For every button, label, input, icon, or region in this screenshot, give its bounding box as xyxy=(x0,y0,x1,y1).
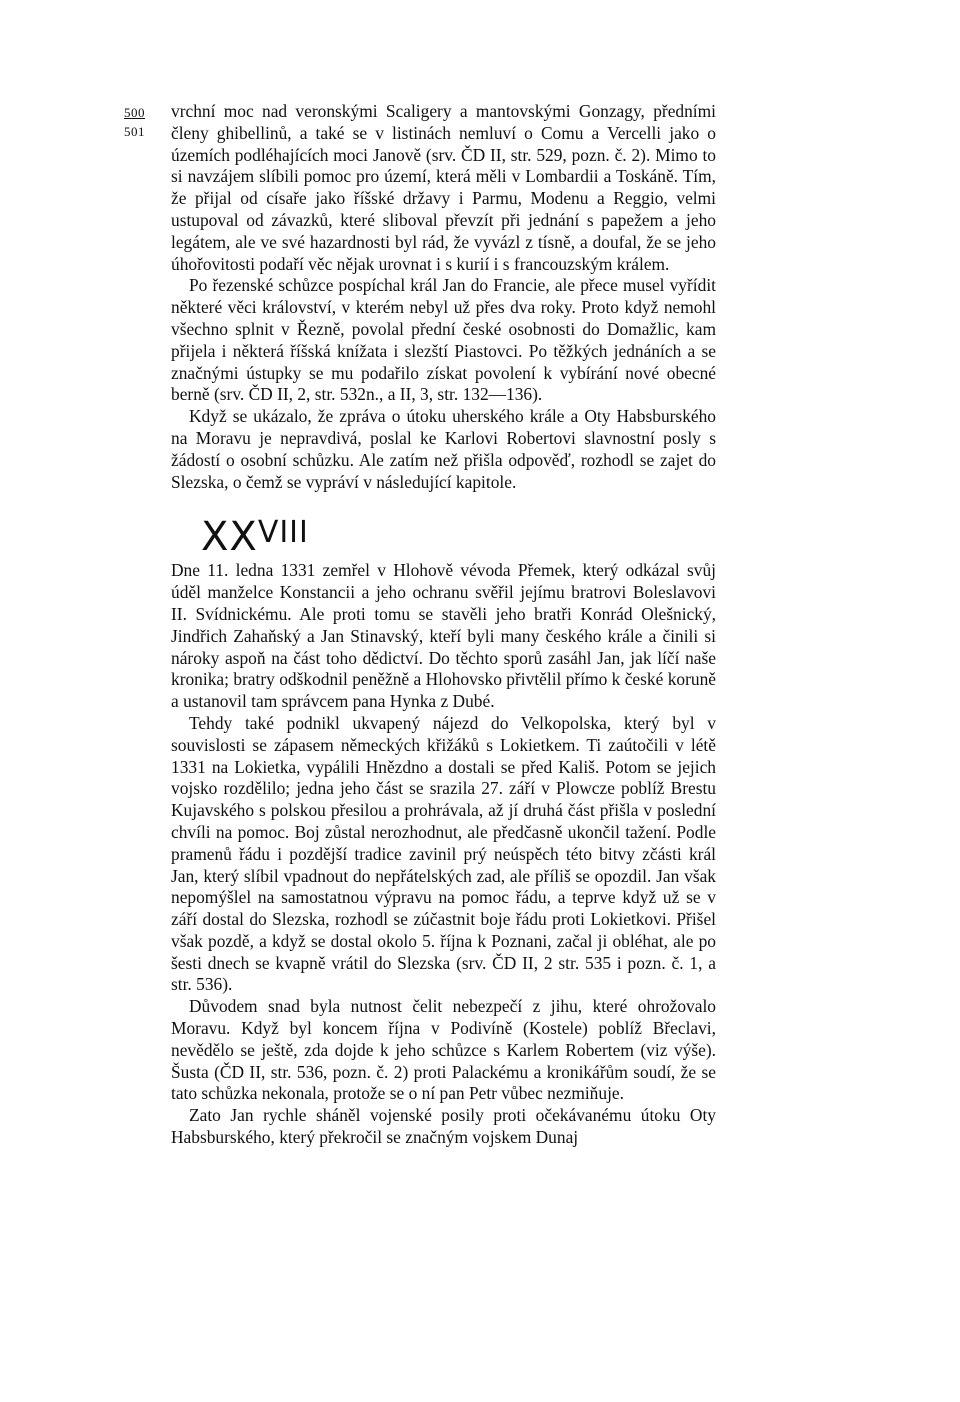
page-number-margin xyxy=(124,104,145,142)
chapter-heading-major: XX xyxy=(201,514,258,561)
paragraph-chapter-opening: Dne 11. ledna 1331 zemřel v Hlohově vévoda Přemek, který odkázal svůj úděl manželce Konstancii a jeho ochranu svěřil jejímu bratrovi Boleslavovi II. Svídnickému. Ale proti tomu se stavěli jeho bratři Konrád Olešnický, Jindřich Zahaňský a Jan Stinavský, kteří byli many českého krále a činili si nároky aspoň na část toho dědictví. Do těchto sporů zasáhl Jan, jak líčí naše kronika; bratry odškodnil peněžně a Hlohovsko přivtělil přímo k české koruně a ustanovil tam správcem pana Hynka z Dubé. xyxy=(171,560,716,712)
chapter-heading xyxy=(201,513,716,561)
page-number-right: 501 xyxy=(124,124,145,139)
chapter-heading-minor: VIII xyxy=(257,515,309,551)
paragraph-continuation: vrchní moc nad veronskými Scaligery a mantovskými Gonzagy, předními členy ghibellinů, a také se v listinách nemluví o Comu a Vercelli jako o územích podléhajících moci Janově (srv. ČD II, str. 529, pozn. č. 2). Mimo to si navzájem slíbili pomoc pro území, která měli v Lombardii a Toskáně. Tím, že přijal od císaře jako říšské državy i Parmu, Modenu a Reggio, velmi ustupoval od závazků, které sliboval převzít při jednání s papežem a jeho legátem, ale ve své hazardnosti byl rád, že vyvázl z tísně, a doufal, že se jeho úhořovitosti podaří věc nějak urovnat i s kurií i s francouzským králem. xyxy=(171,101,716,274)
paragraph: Zato Jan rychle sháněl vojenské posily proti očekávanému útoku Oty Habsburského, který překročil se značným vojskem Dunaj xyxy=(171,1105,716,1148)
paragraph: Důvodem snad byla nutnost čelit nebezpečí z jihu, které ohrožovalo Moravu. Když byl koncem října v Podivíně (Kostele) poblíž Břeclavi, nevědělo se ještě, zda dojde k jeho schůzce s Karlem Robertem (viz výše). Šusta (ČD II, str. 536, pozn. č. 2) proti Palackému a kronikářům soudí, že se tato schůzka nekonala, protože se o ní pan Petr vůbec nezmiňuje. xyxy=(171,996,716,1104)
paragraph: Tehdy také podnikl ukvapený nájezd do Velkopolska, který byl v souvislosti se zápasem německých křižáků s Lokietkem. Ti zaútočili v létě 1331 na Lokietka, vypálili Hnězdno a dostali se před Kališ. Potom se jejich vojsko rozdělilo; jedna jeho část se srazila 27. září v Plowcze poblíž Brestu Kujavského s polskou přesilou a prohrávala, až jí druhá část přišla v poslední chvíli na pomoc. Boj zůstal nerozhodnut, ale předčasně ukončil tažení. Podle pramenů řádu i pozdější tradice zavinil prý neúspěch této bitvy zčásti král Jan, který slíbil vpadnout do nepřátelských zad, ale příliš se opozdil. Jan však nepomýšlel na samostatnou výpravu na pomoc řádu, a teprve když už se v září dostal do Slezska, rozhodl se zúčastnit boje řádu proti Lokietkovi. Přišel však pozdě, a když se dostal okolo 5. října k Poznani, začal ji obléhat, ale po šesti dnech se kvapně vrátil do Slezska (srv. ČD II, 2 str. 535 i pozn. č. 1, a str. 536). xyxy=(171,712,716,995)
paragraph: Když se ukázalo, že zpráva o útoku uherského krále a Oty Habsburského na Moravu je nepravdivá, poslal ke Karlovi Robertovi slavnostní posly s žádostí o osobní schůzku. Ale zatím než přišla odpověď, rozhodl se zajet do Slezska, o čemž se vypráví v následující kapitole. xyxy=(171,406,716,492)
text-column xyxy=(171,101,716,1149)
paragraph: Po řezenské schůzce pospíchal král Jan do Francie, ale přece musel vyřídit některé věci království, v kterém nebyl už přes dva roky. Proto když nemohl všechno splnit v Řezně, povolal přední české osobnosti do Domažlic, kam přijela i některá říšská knížata i slezští Piastovci. Po těžkých jednáních a se značnými ústupky se mu podařilo získat povolení k vybírání nové obecné berně (srv. ČD II, 2, str. 532n., a II, 3, str. 132—136). xyxy=(171,275,716,405)
page-number-left: 500 xyxy=(124,105,145,120)
